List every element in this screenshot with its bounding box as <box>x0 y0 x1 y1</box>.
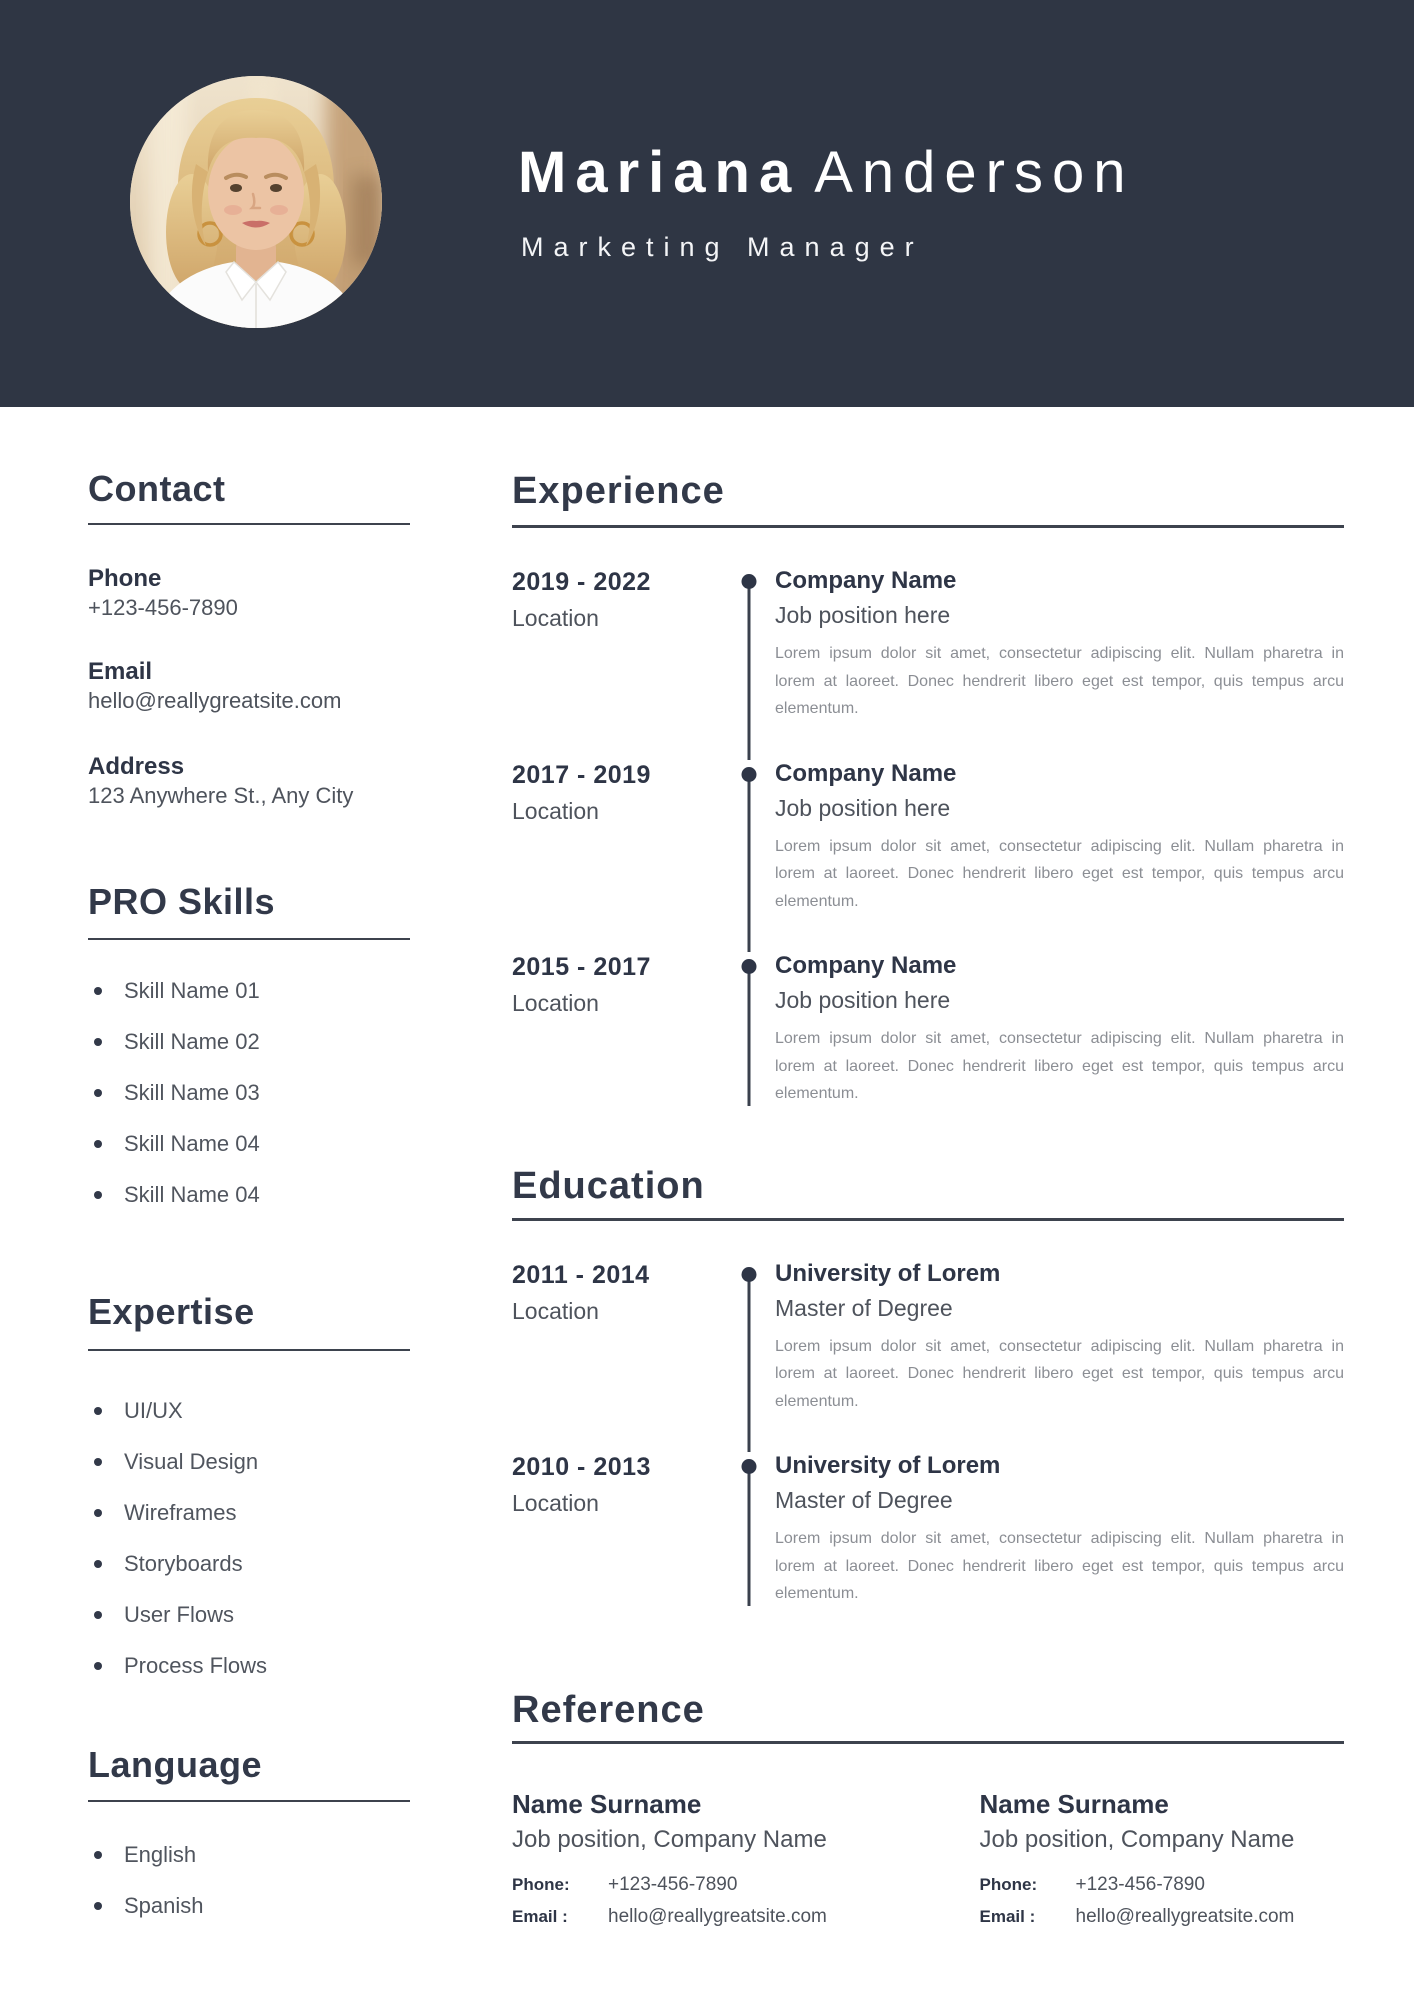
language-label: English <box>124 1842 197 1867</box>
expertise-label: UI/UX <box>124 1398 183 1423</box>
profile-photo <box>130 76 382 328</box>
bullet-icon <box>94 1560 102 1568</box>
entry-description: Lorem ipsum dolor sit amet, consectetur adipiscing elit. Nullam pharetra in lorem at laoreet. Donec hendrerit libero eget est tempor, quis tempus arcu elementum. <box>775 1530 1344 1602</box>
experience-entries <box>512 567 1344 1108</box>
timeline-line <box>747 1274 750 1453</box>
reference-phone-row <box>980 1872 1345 1898</box>
timeline-dot <box>741 767 756 782</box>
timeline-dot <box>741 1459 756 1474</box>
list-item <box>88 1029 410 1055</box>
phone-label: Phone: <box>979 1874 1038 1894</box>
degree: Master of Degree <box>775 1487 953 1513</box>
entry-date-cell <box>512 952 722 1108</box>
expertise-label: Process Flows <box>124 1653 268 1678</box>
list-item <box>88 1398 410 1424</box>
entry-content <box>775 760 1344 916</box>
bullet-icon <box>94 987 102 995</box>
timeline-line <box>747 1466 750 1606</box>
experience-section-title: Experience <box>512 470 725 512</box>
language-label: Spanish <box>124 1893 204 1918</box>
timeline-line <box>747 581 750 760</box>
main-column <box>512 455 1344 1930</box>
job-title: Marketing Manager <box>521 232 924 262</box>
list-item <box>88 1653 410 1679</box>
university-name: University of Lorem <box>775 1259 1001 1287</box>
email-value: hello@reallygreatsite.com <box>88 688 342 713</box>
entry-period: 2015 - 2017 <box>512 953 651 981</box>
bullet-icon <box>94 1407 102 1415</box>
reference-email-row <box>512 1904 877 1930</box>
email-value: hello@reallygreatsite.com <box>608 1905 827 1927</box>
list-item <box>88 978 410 1004</box>
entry-description: Lorem ipsum dolor sit amet, consectetur adipiscing elit. Nullam pharetra in lorem at laoreet. Donec hendrerit libero eget est tempor, quis tempus arcu elementum. <box>775 1337 1344 1410</box>
list-item <box>88 1500 410 1526</box>
list-item <box>88 1893 410 1919</box>
entry-location: Location <box>512 1490 599 1516</box>
reference-section-title: Reference <box>512 1688 705 1731</box>
entry-period: 2019 - 2022 <box>512 568 651 596</box>
list-item <box>88 1449 410 1475</box>
phone-value: +123-456-7890 <box>608 1873 738 1895</box>
language-list <box>88 1842 410 1919</box>
person-name <box>518 142 1135 204</box>
list-item <box>88 1182 410 1208</box>
education-entries <box>512 1260 1344 1608</box>
divider <box>512 1741 1344 1744</box>
avatar-illustration <box>130 76 382 328</box>
company-name: Company Name <box>775 567 957 594</box>
last-name: Anderson <box>814 140 1135 205</box>
address-value: 123 Anywhere St., Any City <box>88 783 354 808</box>
reference-position: Job position, Company Name <box>512 1825 827 1853</box>
job-position: Job position here <box>775 602 951 628</box>
entry-period: 2011 - 2014 <box>512 1260 650 1289</box>
divider <box>88 523 410 525</box>
contact-email-group <box>88 658 410 714</box>
expertise-list <box>88 1398 410 1679</box>
reference-phone-row <box>512 1872 877 1898</box>
timeline-cell <box>722 1260 775 1416</box>
timeline-cell <box>722 952 775 1108</box>
list-item <box>88 1602 410 1628</box>
entry-location: Location <box>512 1297 599 1324</box>
education-entry <box>512 1452 1344 1608</box>
timeline-dot <box>741 959 756 974</box>
expertise-section-title: Expertise <box>88 1291 255 1332</box>
entry-period: 2017 - 2019 <box>512 760 651 789</box>
entry-location: Location <box>512 797 599 824</box>
education-section-title: Education <box>512 1164 705 1207</box>
email-value: hello@reallygreatsite.com <box>1075 1905 1295 1927</box>
email-label: Email : <box>512 1906 568 1926</box>
contact-phone-group <box>88 565 410 621</box>
contact-section-title: Contact <box>88 468 226 509</box>
experience-entry <box>512 952 1344 1108</box>
entry-content <box>775 1260 1344 1416</box>
divider <box>88 1800 410 1802</box>
reference-columns <box>512 1788 1344 1930</box>
reference-email-row <box>980 1904 1345 1930</box>
experience-entry <box>512 567 1344 723</box>
bullet-icon <box>94 1038 102 1046</box>
language-section-title: Language <box>88 1744 263 1785</box>
divider <box>88 1349 410 1351</box>
email-label: Email <box>88 658 153 685</box>
degree: Master of Degree <box>775 1294 953 1321</box>
reference-name: Name Surname <box>512 1788 702 1819</box>
list-item <box>88 1080 410 1106</box>
bullet-icon <box>94 1902 102 1910</box>
phone-value: +123-456-7890 <box>88 595 238 620</box>
phone-label: Phone <box>88 565 162 592</box>
bullet-icon <box>94 1458 102 1466</box>
timeline-line <box>747 966 750 1106</box>
reference-entry <box>980 1788 1345 1930</box>
expertise-label: Visual Design <box>124 1449 259 1474</box>
divider <box>512 1218 1344 1221</box>
entry-description: Lorem ipsum dolor sit amet, consectetur adipiscing elit. Nullam pharetra in lorem at laoreet. Donec hendrerit libero eget est tempor, quis tempus arcu elementum. <box>775 837 1344 910</box>
timeline-cell <box>722 1452 775 1608</box>
contact-address-group <box>88 753 410 809</box>
entry-content <box>775 1452 1344 1608</box>
entry-period: 2010 - 2013 <box>512 1453 651 1481</box>
first-name: Mariana <box>518 140 801 205</box>
company-name: Company Name <box>775 952 957 979</box>
list-item <box>88 1551 410 1577</box>
skill-label: Skill Name 02 <box>124 1029 260 1054</box>
reference-name: Name Surname <box>979 1788 1169 1819</box>
expertise-label: Storyboards <box>124 1551 243 1576</box>
phone-value: +123-456-7890 <box>1075 1873 1205 1895</box>
entry-description: Lorem ipsum dolor sit amet, consectetur adipiscing elit. Nullam pharetra in lorem at laoreet. Donec hendrerit libero eget est tempor, quis tempus arcu elementum. <box>775 645 1344 717</box>
address-label: Address <box>88 753 185 780</box>
entry-content <box>775 952 1344 1108</box>
education-entry <box>512 1260 1344 1416</box>
entry-content <box>775 567 1344 723</box>
timeline-dot <box>741 574 756 589</box>
expertise-label: User Flows <box>124 1602 235 1627</box>
sidebar <box>88 455 410 1919</box>
experience-entry <box>512 760 1344 916</box>
list-item <box>88 1131 410 1157</box>
reference-entry <box>512 1788 877 1930</box>
entry-date-cell <box>512 760 722 916</box>
timeline-dot <box>741 1267 756 1282</box>
timeline-cell <box>722 567 775 723</box>
reference-position: Job position, Company Name <box>979 1825 1295 1853</box>
bullet-icon <box>94 1851 102 1859</box>
entry-description: Lorem ipsum dolor sit amet, consectetur adipiscing elit. Nullam pharetra in lorem at laoreet. Donec hendrerit libero eget est tempor, quis tempus arcu elementum. <box>775 1030 1344 1102</box>
entry-date-cell <box>512 567 722 723</box>
divider <box>512 525 1344 528</box>
skills-section-title: PRO Skills <box>88 881 276 922</box>
company-name: Company Name <box>775 759 957 787</box>
list-item <box>88 1842 410 1868</box>
email-label: Email : <box>979 1906 1036 1926</box>
divider <box>88 938 410 940</box>
skill-label: Skill Name 03 <box>124 1080 260 1105</box>
skill-label: Skill Name 04 <box>124 1182 260 1207</box>
bullet-icon <box>94 1662 102 1670</box>
skill-label: Skill Name 04 <box>124 1131 260 1156</box>
skills-list <box>88 978 410 1208</box>
university-name: University of Lorem <box>775 1452 1001 1479</box>
expertise-label: Wireframes <box>124 1500 237 1525</box>
entry-location: Location <box>512 605 599 631</box>
timeline-cell <box>722 760 775 916</box>
job-position: Job position here <box>775 987 951 1013</box>
bullet-icon <box>94 1089 102 1097</box>
bullet-icon <box>94 1509 102 1517</box>
bullet-icon <box>94 1140 102 1148</box>
job-position: Job position here <box>775 794 951 821</box>
bullet-icon <box>94 1191 102 1199</box>
entry-location: Location <box>512 990 599 1016</box>
timeline-line <box>747 774 750 953</box>
phone-label: Phone: <box>512 1874 570 1894</box>
bullet-icon <box>94 1611 102 1619</box>
skill-label: Skill Name 01 <box>124 978 260 1003</box>
entry-date-cell <box>512 1452 722 1608</box>
header-banner <box>0 0 1414 407</box>
entry-date-cell <box>512 1260 722 1416</box>
